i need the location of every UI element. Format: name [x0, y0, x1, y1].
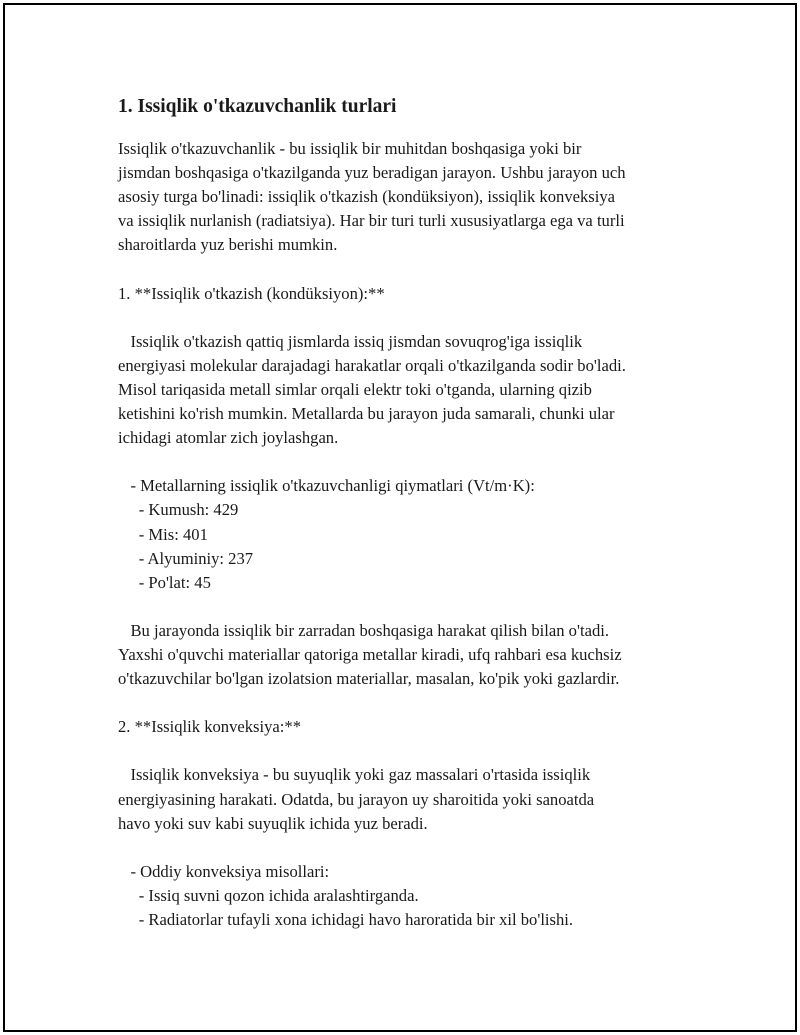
text-line: Misol tariqasida metall simlar orqali elektr toki o'tganda, ularning qizib [118, 379, 592, 399]
text-line: jismdan boshqasiga o'tkazilganda yuz beradigan jarayon. Ushbu jarayon uch [118, 163, 626, 183]
list-title: - Oddiy konveksiya misollari: [118, 861, 330, 881]
text-line: Issiqlik konveksiya - bu suyuqlik yoki gaz massalari o'rtasida issiqlik [118, 765, 591, 785]
text-line: energiyasining harakati. Odatda, bu jarayon uy sharoitida yoki sanoatda [118, 789, 595, 809]
section-paragraph [118, 763, 688, 835]
list-item: - Alyuminiy: 237 [118, 548, 254, 568]
page-title: 1. Issiqlik o'tkazuvchanlik turlari [118, 96, 397, 117]
list-item: - Mis: 401 [118, 524, 208, 544]
text-line: havo yoki suv kabi suyuqlik ichida yuz beradi. [118, 813, 428, 833]
text-line: Yaxshi o'quvchi materiallar qatoriga metallar kiradi, ufq rahbari esa kuchsiz [118, 644, 622, 664]
text-line: ketishini ko'rish mumkin. Metallarda bu jarayon juda samarali, chunki ular [118, 404, 615, 424]
list-item: - Kumush: 429 [118, 500, 239, 520]
text-line: ichidagi atomlar zich joylashgan. [118, 428, 339, 448]
text-line: Issiqlik o'tkazuvchanlik - bu issiqlik bir muhitdan boshqasiga yoki bir [118, 139, 582, 158]
text-line: energiyasi molekular darajadagi harakatlar orqali o'tkazilganda sodir bo'ladi. [118, 355, 626, 375]
text-line: Bu jarayonda issiqlik bir zarradan boshqasiga harakat qilish bilan o'tadi. [118, 620, 609, 640]
list-item: - Issiq suvni qozon ichida aralashtirganda. [118, 885, 419, 905]
text-line: va issiqlik nurlanish (radiatsiya). Har bir turi turli xususiyatlarga ega va turli [118, 211, 625, 231]
text-line: sharoitlarda yuz berishi mumkin. [118, 235, 338, 255]
section-heading: 2. **Issiqlik konveksiya:** [118, 717, 301, 737]
text-line: o'tkazuvchilar bo'lgan izolatsion materiallar, masalan, ko'pik yoki gazlardir. [118, 669, 620, 689]
list-item: - Radiatorlar tufayli xona ichidagi havo haroratida bir xil bo'lishi. [118, 910, 574, 929]
document-body [118, 94, 688, 932]
list-title: - Metallarning issiqlik o'tkazuvchanligi qiymatlari (Vt/m·K): [118, 476, 535, 496]
text-line: Issiqlik o'tkazish qattiq jismlarda issiq jismdan sovuqrog'iga issiqlik [118, 331, 583, 351]
list-item: - Po'lat: 45 [118, 572, 211, 592]
intro-paragraph [118, 137, 688, 257]
section-paragraph [118, 330, 688, 450]
conductivity-list [118, 474, 688, 594]
section-heading: 1. **Issiqlik o'tkazish (kondüksiyon):** [118, 283, 385, 303]
convection-list [118, 860, 688, 932]
section-paragraph [118, 619, 688, 691]
text-line: asosiy turga bo'linadi: issiqlik o'tkazish (kondüksiyon), issiqlik konveksiya [118, 187, 616, 207]
